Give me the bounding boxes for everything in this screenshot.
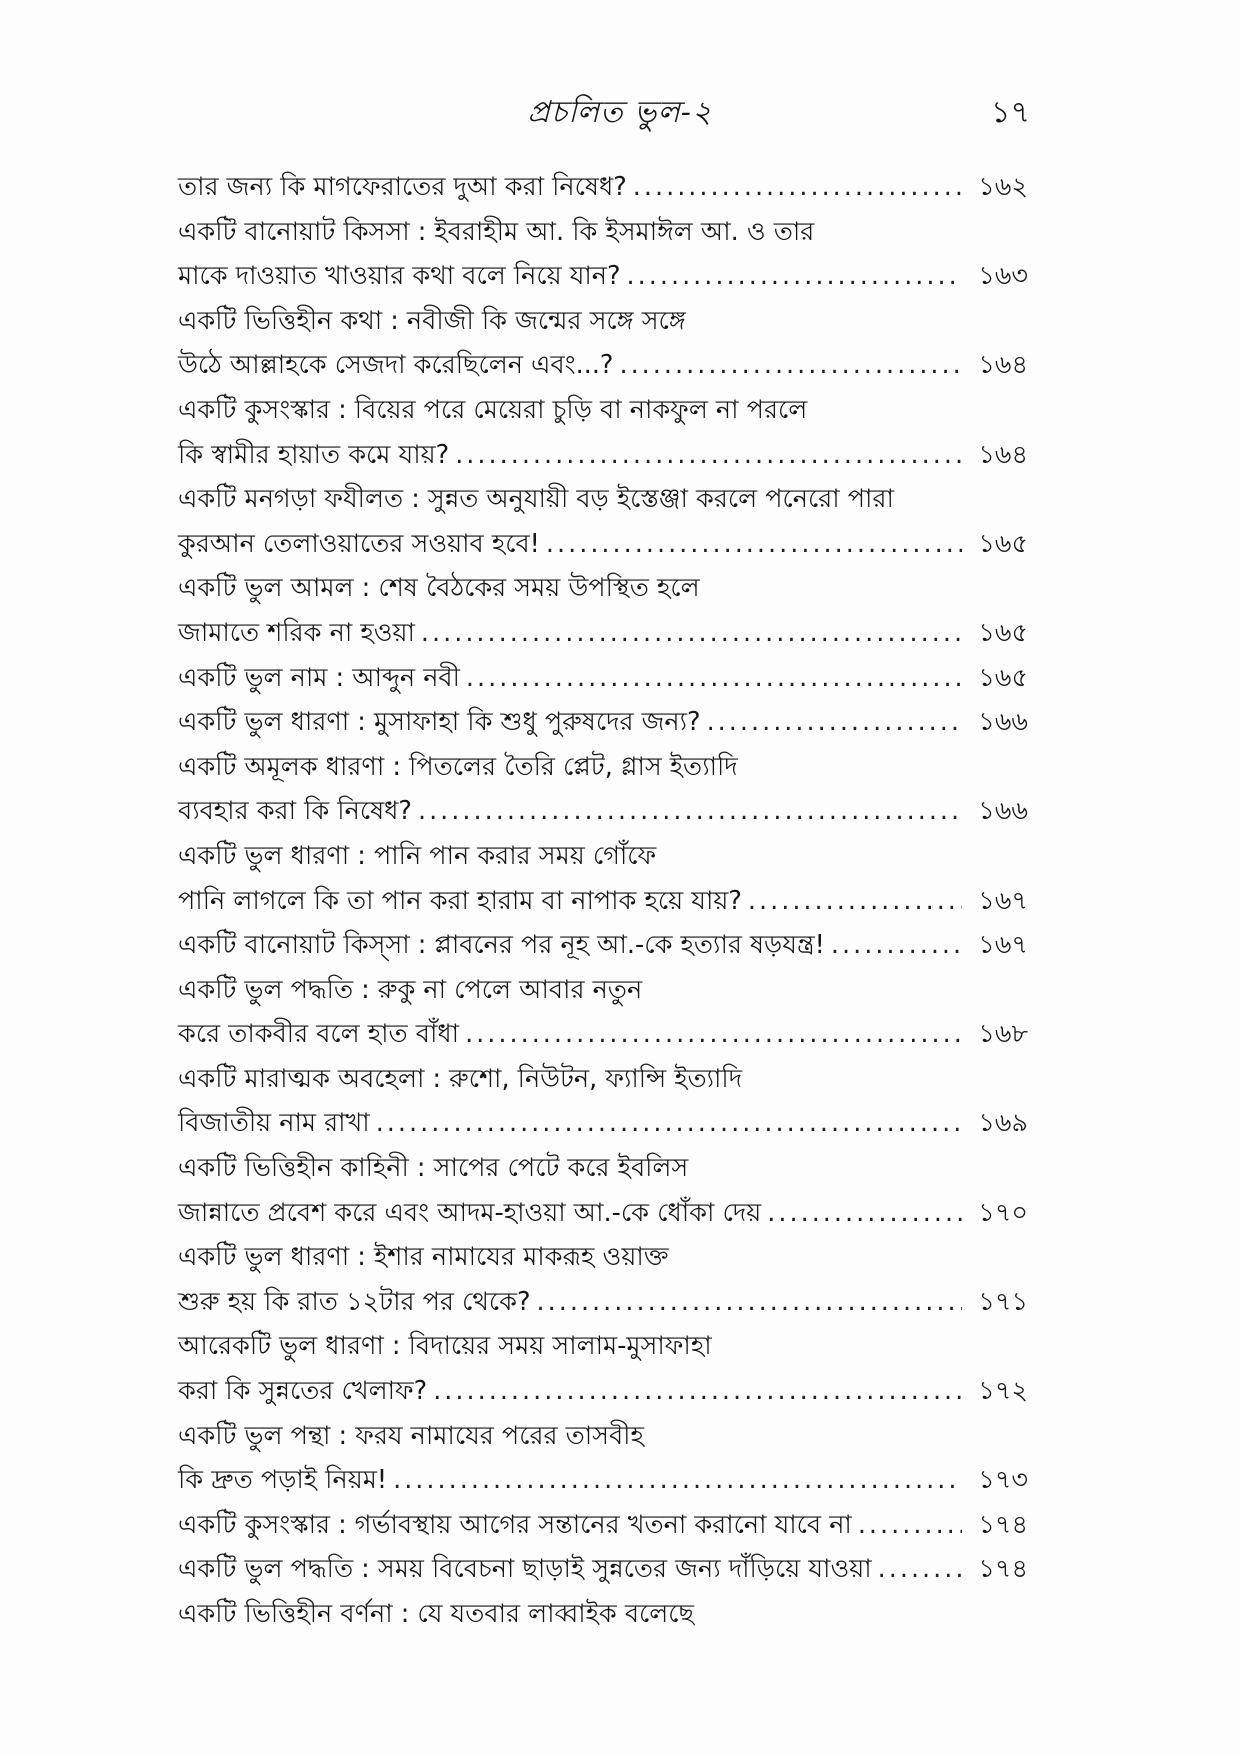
toc-line [178,299,1028,344]
toc-entry-text: জামাতে শরিক না হওয়া [178,617,415,648]
toc-line [178,1324,1028,1369]
toc-entry-text: তার জন্য কি মাগফেরাতের দুআ করা নিষেধ? [178,172,627,202]
toc-page-number: ১৬৩ [978,261,1028,292]
toc-page-number: ১৬৮ [978,1019,1028,1050]
toc-entry-text: একটি ভিত্তিহীন কথা : নবীজী কি জন্মের সঙ্গে সঙ্গে [178,305,686,336]
toc-page-number: ১৬৭ [978,885,1028,916]
toc-entry-text: উঠে আল্লাহকে সেজদা করেছিলেন এবং...? [178,350,614,381]
toc-page-number: ১৬৫ [978,662,1028,693]
dot-leader [393,1458,962,1503]
toc-line [178,433,1028,478]
toc-entry-text: কি দ্রুত পড়াই নিয়ম! [178,1465,388,1496]
toc-line [178,343,1028,388]
toc-line [178,210,1028,255]
toc-line [178,1503,1028,1548]
toc-line [178,1547,1028,1592]
dot-leader [767,1191,962,1236]
toc-line [178,879,1028,924]
toc-entry-text: একটি ভিত্তিহীন কাহিনী : সাপের পেটে করে ইবলিস [178,1153,689,1184]
toc-page-number: ১৬২ [978,172,1028,202]
dot-leader [537,1280,962,1325]
dot-leader [707,700,962,745]
toc-entry-text: একটি ভুল পদ্ধতি : সময় বিবেচনা ছাড়াই সুন্নতের জন্য দাঁড়িয়ে যাওয়া [178,1554,872,1585]
toc-line [178,1101,1028,1146]
toc-entry-text: একটি অমূলক ধারণা : পিতলের তৈরি প্লেট, গ্লাস ইত্যাদি [178,751,738,782]
toc-entry-text: পানি লাগলে কি তা পান করা হারাম বা নাপাক হয়ে যায়? [178,885,742,916]
toc-entry-text: একটি ভুল ধারণা : মুসাফাহা কি শুধু পুরুষদের জন্য? [178,707,701,738]
toc-entry-text: একটি ভুল পদ্ধতি : রুকু না পেলে আবার নতুন [178,974,643,1005]
toc-line [178,834,1028,879]
toc-page-number: ১৭৪ [978,1509,1028,1540]
toc-line [178,1146,1028,1191]
dot-leader [748,879,962,924]
dot-leader [546,522,962,567]
toc-entry-text: একটি ভুল পন্থা : ফরয নামাযের পরের তাসবীহ [178,1420,644,1451]
toc-line [178,1280,1028,1325]
page-header [0,78,1240,138]
toc-entry-text: কি স্বামীর হায়াত কমে যায়? [178,439,450,470]
toc-entry-text: একটি কুসংস্কার : গর্ভাবস্থায় আগের সন্তানের খতনা করানো যাবে না [178,1509,852,1540]
dot-leader [619,343,962,388]
toc-entry-text: একটি ভুল ধারণা : ইশার নামাযের মাকরূহ ওয়াক্ত [178,1242,669,1273]
toc-page-number: ১৭১ [978,1286,1028,1317]
toc-line [178,745,1028,790]
toc-entry-text: একটি মনগড়া ফযীলত : সুন্নত অনুযায়ী বড় ইস্তেঞ্জা করলে পনেরো পারা [178,484,894,515]
toc-entry-text: জান্নাতে প্রবেশ করে এবং আদম-হাওয়া আ.-কে ধোঁকা দেয় [178,1197,762,1228]
dot-leader [433,1369,962,1414]
dot-leader [466,656,962,701]
toc-entry-text: করা কি সুন্নতের খেলাফ? [178,1376,428,1407]
dot-leader [421,611,962,656]
toc-line [178,611,1028,656]
toc-page-number: ১৬৪ [978,350,1028,381]
toc-line [178,1191,1028,1236]
toc-page-number: ১৬৬ [978,796,1028,827]
toc-page-number: ১৬৫ [978,528,1028,559]
toc-page-number: ১৭২ [978,1376,1028,1407]
toc-page-number: ১৭৩ [978,1465,1028,1496]
toc-line [178,165,1028,210]
toc-entry-text: মাকে দাওয়াত খাওয়ার কথা বলে নিয়ে যান? [178,261,621,292]
toc-line [178,1458,1028,1503]
toc-line [178,656,1028,701]
toc-line [178,700,1028,745]
toc-page-number: ১৭৪ [978,1554,1028,1585]
toc-entry-text: একটি বানোয়াট কিস্‌সা : প্লাবনের পর নূহ আ.-কে হত্যার ষড়যন্ত্র! [178,930,825,961]
toc-page-number: ১৭০ [978,1197,1028,1228]
toc-entry-text: কুরআন তেলাওয়াতের সওয়াব হবে! [178,528,540,559]
toc-page-number: ১৬৪ [978,439,1028,470]
toc-entry-text: একটি ভিত্তিহীন বর্ণনা : যে যতবার লাব্বাইক বলেছে [178,1599,694,1629]
toc-line [178,789,1028,834]
toc-page-number: ১৬৬ [978,707,1028,738]
toc-line [178,388,1028,433]
toc-entry-text: একটি ভুল নাম : আব্দুন নবী [178,662,460,693]
dot-leader [858,1503,962,1548]
toc-line [178,1057,1028,1102]
toc-page-number: ১৬৫ [978,617,1028,648]
dot-leader [418,789,962,834]
toc-page-number: ১৬৯ [978,1108,1028,1139]
toc-line [178,1012,1028,1057]
toc-line [178,477,1028,522]
toc-entry-text: একটি বানোয়াট কিসসা : ইবরাহীম আ. কি ইসমাঈল আ. ও তার [178,216,815,247]
toc-entry-text: করে তাকবীর বলে হাত বাঁধা [178,1019,460,1050]
toc-entry-text: ব্যবহার করা কি নিষেধ? [178,796,412,827]
toc-page-number: ১৬৭ [978,930,1028,961]
dot-leader [831,923,962,968]
toc-entry-text: শুরু হয় কি রাত ১২টার পর থেকে? [178,1286,531,1317]
dot-leader [455,433,962,478]
toc-line [178,1414,1028,1459]
dot-leader [465,1012,962,1057]
toc-line [178,1592,1028,1637]
toc-entry-text: আরেকটি ভুল ধারণা : বিদায়ের সময় সালাম-মুসাফাহা [178,1331,712,1362]
page-number: ১৭ [991,95,1030,130]
toc-entry-text: একটি ভুল আমল : শেষ বৈঠকের সময় উপস্থিত হলে [178,573,700,604]
dot-leader [376,1101,962,1146]
toc-entry-text: বিজাতীয় নাম রাখা [178,1108,370,1139]
toc-entry-text: একটি কুসংস্কার : বিয়ের পরে মেয়েরা চুড়ি বা নাকফুল না পরলে [178,394,808,425]
toc-line [178,522,1028,567]
toc-entry-text: একটি মারাত্মক অবহেলা : রুশো, নিউটন, ফ্যান্সি ইত্যাদি [178,1063,743,1094]
dot-leader [633,165,962,210]
toc-line [178,566,1028,611]
dot-leader [878,1547,962,1592]
toc-line [178,1369,1028,1414]
toc-line [178,923,1028,968]
running-title: প্রচলিত ভুল-২ [527,95,713,130]
toc-line [178,968,1028,1013]
toc-line [178,1235,1028,1280]
table-of-contents [178,165,1028,1637]
toc-line [178,254,1028,299]
toc-entry-text: একটি ভুল ধারণা : পানি পান করার সময় গোঁফে [178,840,657,871]
dot-leader [627,254,962,299]
